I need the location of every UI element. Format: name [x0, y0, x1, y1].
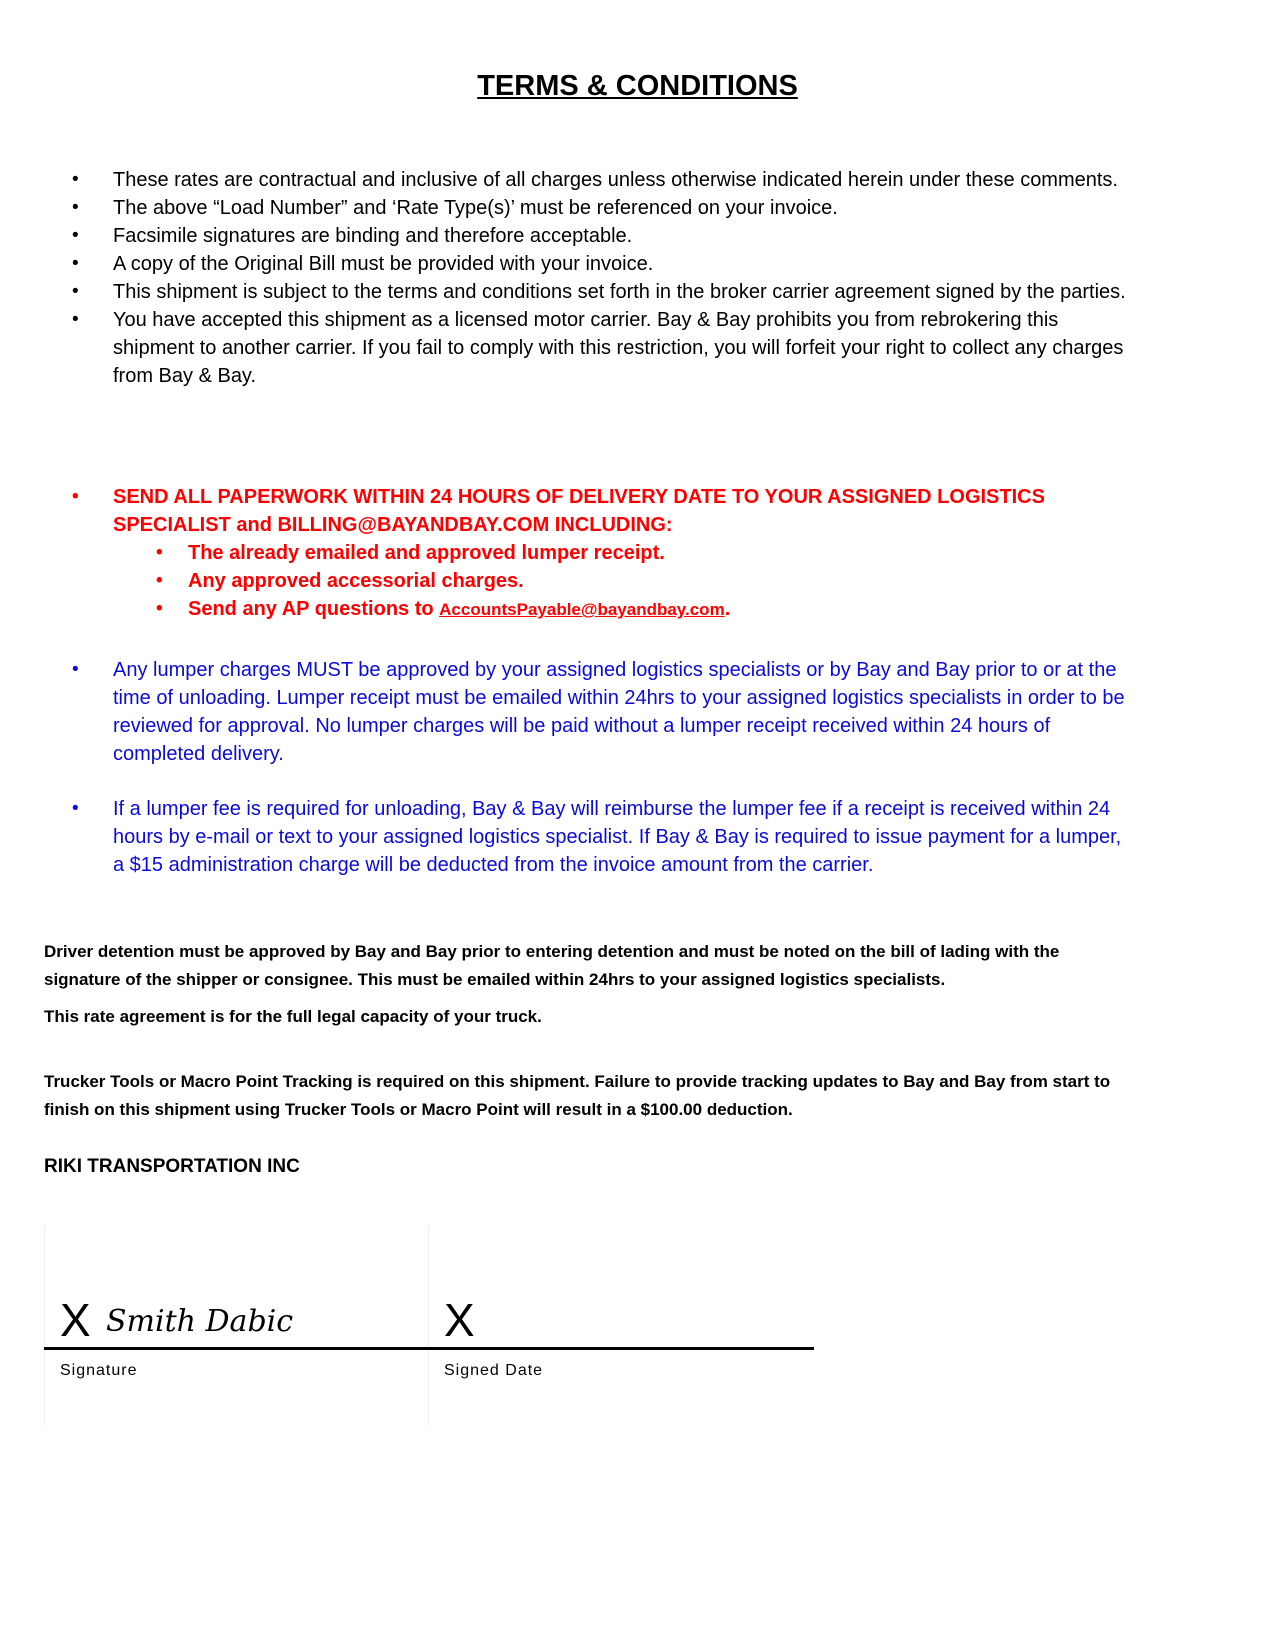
paperwork-heading	[70, 483, 1130, 624]
capacity-note: This rate agreement is for the full legal capacity of your truck.	[44, 1007, 542, 1026]
carrier-name: RIKI TRANSPORTATION INC	[44, 1156, 300, 1177]
lumper-fee-item: • If a lumper fee is required for unloading, Bay & Bay will reimburse the lumper fee if a receipt is received within 24 hours by e-mail or text to your assigned logistics specialist. If Bay & Bay is required to issue payment for a lumper, a $15 administration charge will be deducted from the invoice amount from the carrier.	[70, 795, 1130, 879]
ap-prefix: Send any AP questions to	[188, 598, 440, 620]
signature-label: Signature	[60, 1362, 138, 1379]
paperwork-item: • The already emailed and approved lumper receipt.	[156, 539, 1130, 567]
lumper-fee-section	[70, 795, 1130, 879]
paperwork-section	[70, 483, 1130, 624]
signature-image	[104, 1293, 304, 1343]
lumper-approval-section	[70, 656, 1130, 768]
paperwork-item: • Any approved accessorial charges.	[156, 567, 1130, 595]
paperwork-item-ap	[156, 595, 1130, 624]
term-item: • This shipment is subject to the terms and conditions set forth in the broker carrier agreement signed by the parties.	[70, 278, 1130, 306]
date-x-mark: X	[444, 1294, 475, 1346]
term-item: • The above “Load Number” and ‘Rate Type(s)’ must be referenced on your invoice.	[70, 194, 1130, 222]
page-title: TERMS & CONDITIONS	[477, 70, 798, 102]
date-line	[428, 1347, 814, 1350]
terms-list	[70, 166, 1130, 390]
signature-block	[44, 1225, 864, 1425]
signed-date-label: Signed Date	[444, 1362, 544, 1379]
ap-email-link[interactable]: AccountsPayable@bayandbay.com	[439, 600, 725, 619]
signature-x-mark: X	[60, 1294, 91, 1346]
divider	[44, 1225, 45, 1425]
detention-note: Driver detention must be approved by Bay and Bay prior to entering detention and must be noted on the bill of lading with the signature of the shipper or consignee. This must be emailed within 24hrs to your assigned logistics specialists.	[44, 942, 1060, 989]
term-item: • These rates are contractual and inclusive of all charges unless otherwise indicated herein under these comments.	[70, 166, 1130, 194]
term-item: • A copy of the Original Bill must be provided with your invoice.	[70, 250, 1130, 278]
signature-text: Smith Dabic	[106, 1304, 294, 1339]
term-item: • You have accepted this shipment as a licensed motor carrier. Bay & Bay prohibits you from rebrokering this shipment to another carrier. If you fail to comply with this restriction, you will forfeit your right to collect any charges from Bay & Bay.	[70, 306, 1130, 390]
divider	[428, 1225, 429, 1425]
lumper-approval-item: • Any lumper charges MUST be approved by your assigned logistics specialists or by Bay and Bay prior to or at the time of unloading. Lumper receipt must be emailed within 24hrs to your assigned logistics specialists in order to be reviewed for approval. No lumper charges will be paid without a lumper receipt received within 24 hours of completed delivery.	[70, 656, 1130, 768]
paperwork-heading-text: SEND ALL PAPERWORK WITHIN 24 HOURS OF DELIVERY DATE TO YOUR ASSIGNED LOGISTICS SPECIALIST and BILLING@BAYANDBAY.COM INCLUDING:	[113, 486, 1045, 536]
term-item: • Facsimile signatures are binding and therefore acceptable.	[70, 222, 1130, 250]
tracking-note: Trucker Tools or Macro Point Tracking is required on this shipment. Failure to provide tracking updates to Bay and Bay from start to finish on this shipment using Trucker Tools or Macro Point will result in a $100.00 deduction.	[44, 1072, 1111, 1119]
ap-suffix: .	[724, 598, 731, 620]
paperwork-items	[113, 539, 1130, 624]
signature-line	[44, 1347, 428, 1350]
